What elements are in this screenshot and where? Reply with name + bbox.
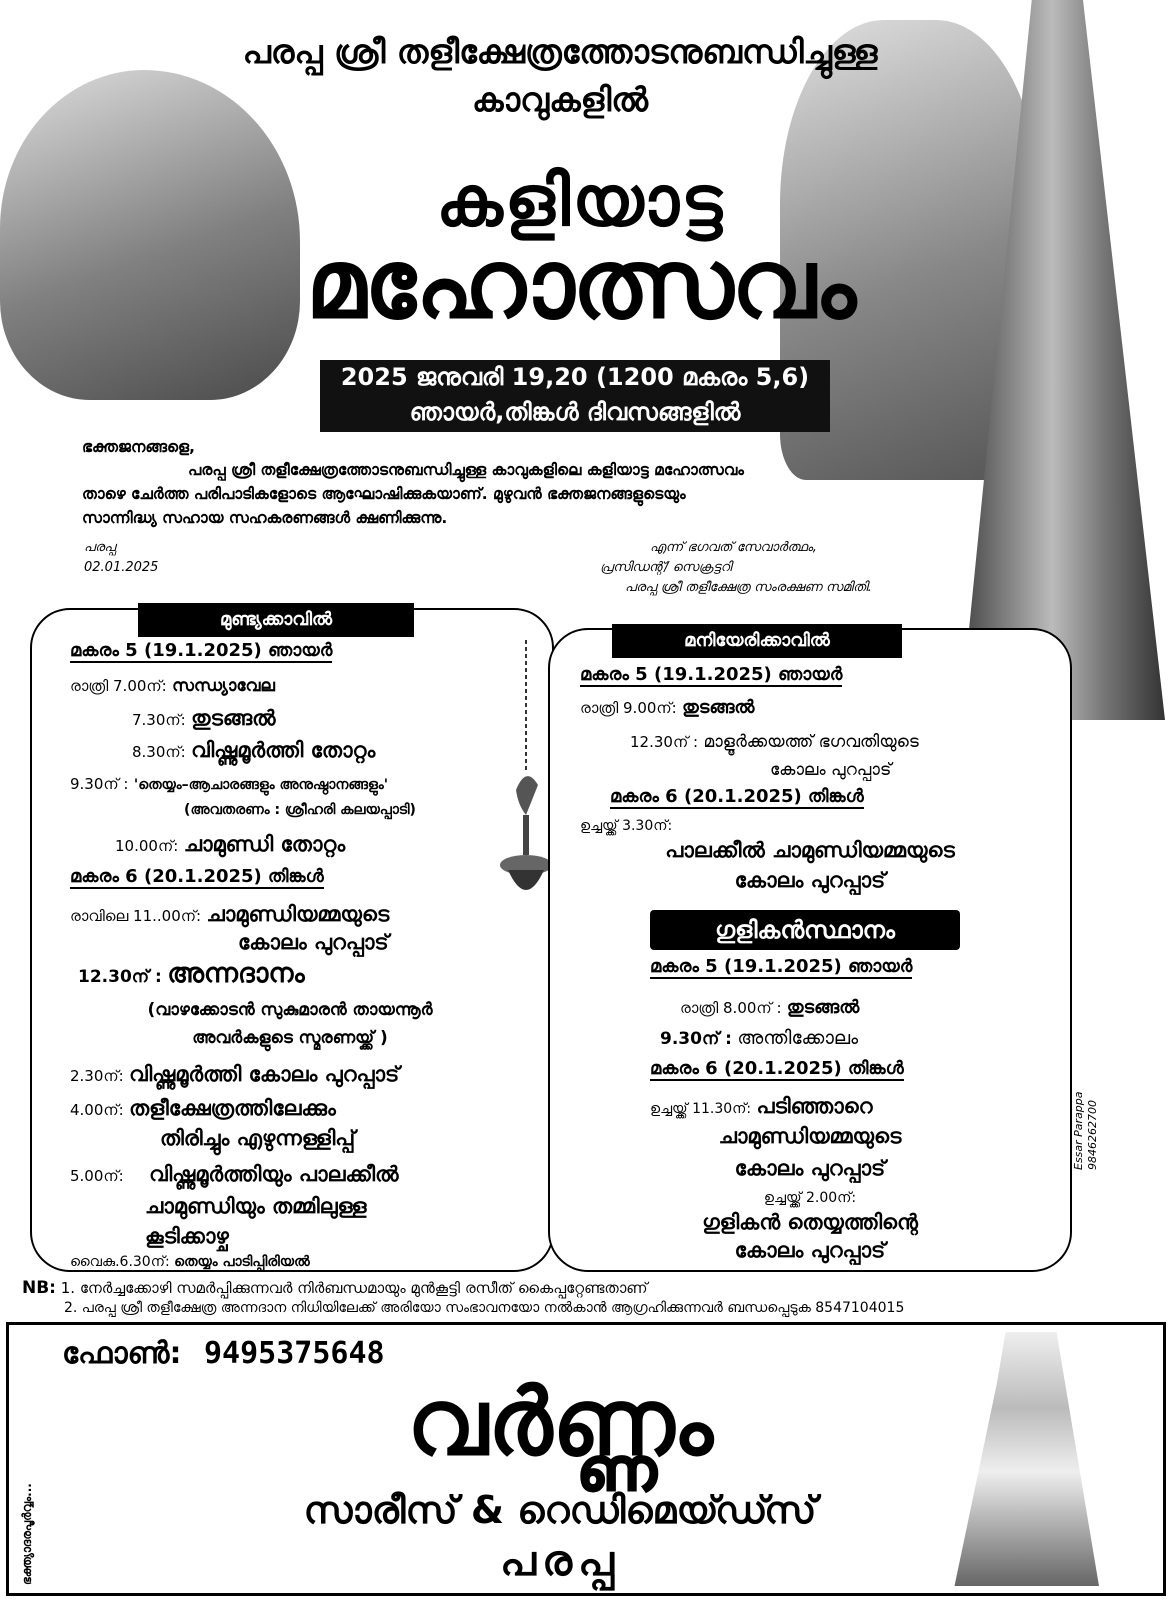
ad-phone-row	[62, 1336, 385, 1371]
oil-lamp-icon	[498, 640, 554, 920]
right-event-3-line2: കോലം പുറപ്പാട്	[734, 868, 886, 892]
festival-date-box	[320, 360, 830, 432]
ad-side-text: ഭക്ത്യാദരപൂർവ്വം...	[20, 1483, 34, 1585]
right-event-6: ഉച്ചയ്ക്ക് 11.30ന്: പടിഞ്ഞാറെ	[650, 1094, 873, 1118]
sign-line2: പ്രസിഡന്റ്/ സെക്രട്ടറി	[600, 560, 732, 575]
right-event-3-time: ഉച്ചയ്ക്ക് 3.30ന്:	[580, 818, 673, 834]
left-event-7: 12.30ന് : അന്നദാനം	[78, 958, 305, 989]
credit-name: Essar Parappa	[1072, 1091, 1085, 1170]
right-event-1: രാത്രി 9.00ന്: തുടങ്ങൽ	[580, 697, 755, 718]
left-day2-date: മകരം 6 (20.1.2025) തിങ്കൾ	[70, 866, 324, 887]
right-event-3-line1: പാലക്കീൽ ചാമുണ്ഡിയമ്മയുടെ	[665, 838, 955, 862]
left-event-7-sub1: (വാഴക്കോടൻ സുകുമാരൻ തായന്നൂർ	[147, 1000, 433, 1020]
left-day1-date: മകരം 5 (19.1.2025) ഞായർ	[70, 640, 333, 661]
sign-line1: എന്ന് ഭഗവത് സേവാർത്ഥം,	[650, 540, 817, 555]
left-event-4: 9.30ന് : 'തെയ്യം–ആചാരങ്ങളും അനുഷ്ഠാനങ്ങളും'	[70, 775, 388, 793]
left-event-6: രാവിലെ 11..00ന്: ചാമുണ്ഡിയമ്മയുടെ	[70, 902, 390, 926]
left-event-2: 7.30ന്: തുടങ്ങൽ	[132, 706, 276, 730]
credit-phone: 9846262700	[1086, 1100, 1099, 1170]
left-event-10-line3: കൂടിക്കാഴ്ച	[145, 1224, 229, 1248]
title-line1: കളിയാട്ട	[436, 160, 724, 242]
salutation: ഭക്തജനങ്ങളെ,	[82, 438, 195, 456]
mundyakkavu-header: മുണ്ട്യക്കാവിൽ	[138, 603, 414, 637]
intro-line1: പരപ്പ ശ്രീ തളീക്ഷേത്രത്തോടനുബന്ധിച്ചുള്ള കാവുകളിലെ കളിയാട്ട മഹോത്സവം	[188, 461, 744, 479]
right-event-7-time: ഉച്ചയ്ക്ക് 2.00ന്:	[763, 1190, 857, 1206]
note-1: 1. നേർച്ചക്കോഴി സമർപ്പിക്കുന്നവർ നിർബന്ധമായും മുൻകൂട്ടി രസീത് കൈപ്പറ്റേണ്ടതാണ്	[60, 1279, 648, 1297]
left-event-6-line2: കോലം പുറപ്പാട്	[238, 930, 389, 954]
left-event-10: 5.00ന്: വിഷ്ണുമൂർത്തിയും പാലക്കീൽ	[70, 1162, 399, 1186]
left-event-9-line2: തിരിച്ചും എഴുന്നള്ളിപ്പ്	[160, 1126, 356, 1150]
gulikan-sthanam-header: ഗുളികൻസ്ഥാനം	[650, 910, 960, 950]
title-line2: മഹോത്സവം	[306, 228, 854, 340]
intro-date: 02.01.2025	[84, 560, 159, 575]
left-event-4-sub: (അവതരണം : ശ്രീഹരി കലയപ്പാടി)	[184, 802, 416, 818]
notes	[22, 1278, 1162, 1298]
left-event-1: രാത്രി 7.00ന്: സന്ധ്യാവേല	[70, 676, 275, 696]
top-heading-line2: കാവുകളിൽ	[471, 80, 649, 119]
phone-label: ഫോൺ:	[62, 1336, 182, 1371]
top-heading-line1: പരപ്പ ശ്രീ തളീക്ഷേത്രത്തോടനുബന്ധിച്ചുള്ള	[242, 32, 878, 71]
right-event-6-line3: കോലം പുറപ്പാട്	[734, 1156, 886, 1180]
right-day3-date: മകരം 5 (19.1.2025) ഞായർ	[650, 956, 913, 977]
shop-name: വർണ്ണം	[407, 1369, 713, 1476]
right-event-6-line2: ചാമുണ്ഡിയമ്മയുടെ	[718, 1124, 902, 1148]
sign-line3: പരപ്പ ശ്രീ തളീക്ഷേത്ര സംരക്ഷണ സമിതി.	[625, 580, 872, 595]
top-heading	[180, 28, 940, 124]
notes-label: NB:	[22, 1278, 56, 1298]
right-day2-date: മകരം 6 (20.1.2025) തിങ്കൾ	[610, 786, 864, 807]
right-event-4: രാത്രി 8.00ന് : തുടങ്ങൽ	[680, 997, 860, 1018]
left-event-10-line2: ചാമുണ്ഡിയും തമ്മിലുള്ള	[145, 1194, 367, 1218]
left-event-5: 10.00ന്: ചാമുണ്ഡി തോറ്റം	[115, 832, 346, 856]
right-day1-date: മകരം 5 (19.1.2025) ഞായർ	[580, 664, 843, 685]
maniyerikkavu-header: മനിയേരിക്കാവിൽ	[612, 624, 902, 658]
right-event-7-line1: ഗുളികൻ തെയ്യത്തിന്റെ	[702, 1210, 918, 1234]
right-event-5: 9.30ന് : അന്തിക്കോലം	[660, 1027, 859, 1049]
date-line2: ഞായർ,തിങ്കൾ ദിവസങ്ങളിൽ	[409, 398, 741, 426]
intro-line3: സാന്നിദ്ധ്യ സഹായ സഹകരണങ്ങൾ ക്ഷണിക്കുന്നു.	[82, 509, 448, 527]
right-event-2: 12.30ന് : മാളൂർക്കയത്ത് ഭഗവതിയുടെ	[630, 732, 919, 752]
note-2: 2. പരപ്പ ശ്രീ തളീക്ഷേത്ര അന്നദാന നിധിയിലേക്ക് അരിയോ സംഭാവനയോ നൽകാൻ ആഗ്രഹിക്കുന്നവർ ബന്ധപ്പെടുക 8547104015	[64, 1300, 905, 1316]
shop-place: പരപ്പ	[500, 1536, 620, 1585]
date-line1: 2025 ജനുവരി 19,20 (1200 മകരം 5,6)	[340, 363, 810, 391]
intro-line2: താഴെ ചേർത്ത പരിപാടികളോടെ ആഘോഷിക്കുകയാണ്. മുഴുവൻ ഭക്തജനങ്ങളുടെയും	[82, 485, 686, 503]
ad-phone-number: 9495375648	[203, 1336, 385, 1371]
left-event-8: 2.30ന്: വിഷ്ണുമൂർത്തി കോലം പുറപ്പാട്	[70, 1062, 400, 1086]
right-event-7-line2: കോലം പുറപ്പാട്	[734, 1238, 886, 1262]
left-event-9: 4.00ന്: തളീക്ഷേത്രത്തിലേക്കും	[70, 1096, 336, 1120]
right-day4-date: മകരം 6 (20.1.2025) തിങ്കൾ	[650, 1058, 904, 1079]
designer-credit	[1072, 1020, 1100, 1170]
intro-place: പരപ്പ	[84, 540, 116, 555]
right-event-2-line2: കോലം പുറപ്പാട്	[770, 760, 892, 780]
shop-tagline: സാരീസ് & റെഡിമെയ്ഡ്സ്	[303, 1488, 817, 1532]
left-event-3: 8.30ന്: വിഷ്ണുമൂർത്തി തോറ്റം	[132, 738, 376, 762]
left-event-11: വൈകു.6.30ന്: തെയ്യം പാടിപ്പിരിയൽ	[70, 1254, 310, 1270]
left-event-7-sub2: അവർകളുടെ സ്മരണയ്ക്ക് )	[192, 1028, 388, 1048]
